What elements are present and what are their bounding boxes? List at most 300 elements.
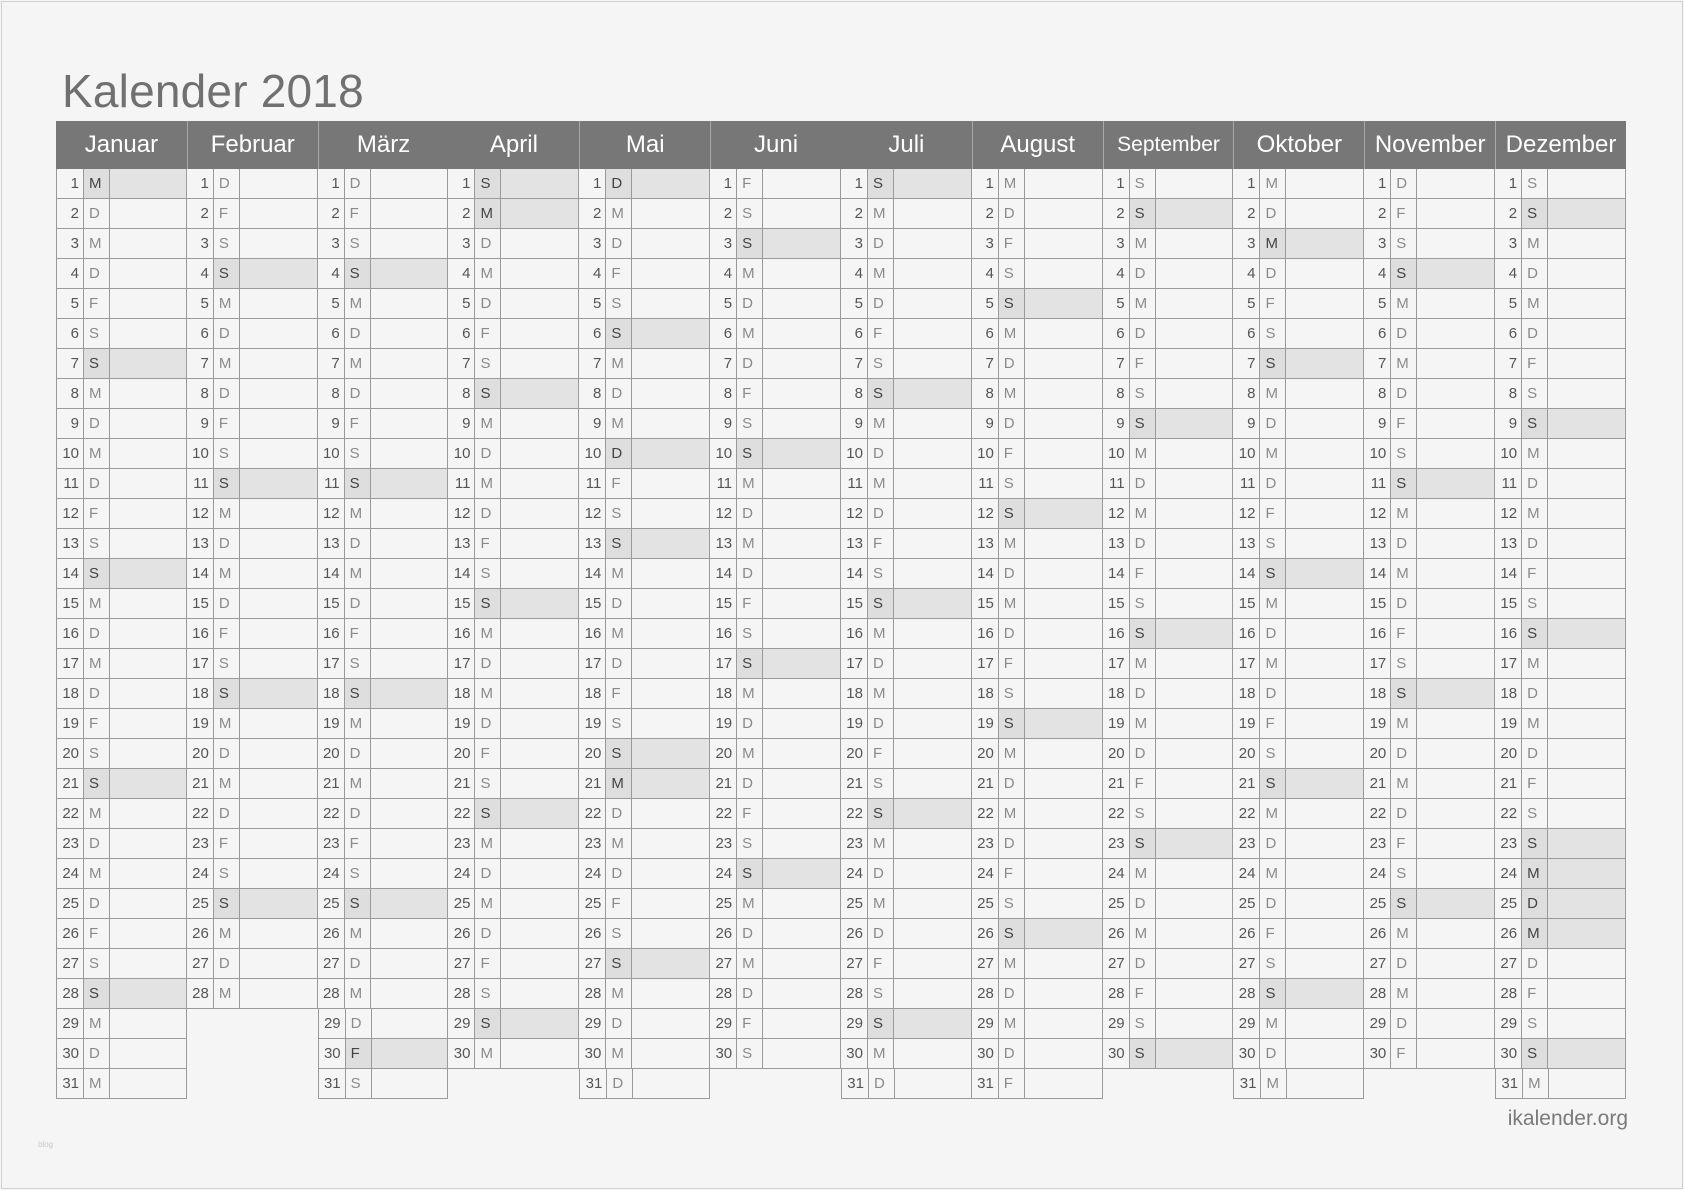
day-row: [972, 979, 1103, 1009]
note-space: [371, 979, 448, 1008]
day-row: [448, 919, 579, 949]
weekday-letter: F: [345, 199, 371, 228]
note-space: [763, 469, 840, 498]
day-number: 30: [710, 1039, 737, 1068]
day-row: [448, 409, 579, 439]
weekday-letter: M: [345, 769, 371, 798]
day-row: [710, 709, 841, 739]
day-row: [1233, 769, 1364, 799]
note-space: [763, 319, 840, 348]
day-row: [56, 409, 187, 439]
note-space: [632, 769, 709, 798]
day-row: [1364, 409, 1495, 439]
day-number: 14: [972, 559, 999, 588]
note-space: [1286, 259, 1363, 288]
note-space: [763, 769, 840, 798]
day-row: [1495, 979, 1626, 1009]
note-space: [763, 649, 840, 678]
day-row: [1495, 319, 1626, 349]
day-number: 12: [841, 499, 868, 528]
day-row: [318, 829, 449, 859]
day-row: [1103, 259, 1234, 289]
weekday-letter: M: [737, 469, 763, 498]
day-number: 20: [1233, 739, 1260, 768]
weekday-letter: F: [1522, 979, 1548, 1008]
note-space: [110, 949, 186, 978]
weekday-letter: D: [214, 949, 240, 978]
weekday-letter: M: [1260, 649, 1286, 678]
day-row: [56, 289, 187, 319]
day-row: [187, 559, 318, 589]
month-header-7: August: [972, 121, 1103, 169]
note-space: [1156, 679, 1233, 708]
day-number: 5: [1495, 289, 1522, 318]
day-row: [710, 559, 841, 589]
day-row: [318, 169, 449, 199]
day-number: 5: [710, 289, 737, 318]
weekday-letter: S: [1522, 799, 1548, 828]
weekday-letter: S: [1260, 949, 1286, 978]
weekday-letter: M: [1522, 439, 1548, 468]
day-row: [972, 889, 1103, 919]
day-row: [972, 739, 1103, 769]
note-space: [501, 919, 578, 948]
day-number: 4: [57, 259, 84, 288]
day-row: [1233, 739, 1364, 769]
month-header-3: April: [489, 131, 538, 158]
day-row: [1233, 319, 1364, 349]
weekday-letter: D: [999, 769, 1025, 798]
weekday-letter: M: [214, 349, 240, 378]
note-space: [1025, 769, 1102, 798]
day-number: 1: [1233, 169, 1260, 198]
weekday-letter: M: [214, 289, 240, 318]
day-number: 5: [57, 289, 84, 318]
note-space: [632, 469, 709, 498]
day-number: 1: [841, 169, 868, 198]
weekday-letter: S: [1522, 1009, 1548, 1038]
note-space: [1156, 769, 1233, 798]
weekday-letter: D: [868, 229, 894, 258]
weekday-letter: M: [345, 709, 371, 738]
day-number: 5: [187, 289, 214, 318]
day-row: [710, 649, 841, 679]
day-row: [710, 739, 841, 769]
weekday-letter: M: [214, 979, 240, 1008]
day-row: [1103, 829, 1234, 859]
day-row: [56, 769, 187, 799]
note-space: [240, 379, 317, 408]
weekday-letter: D: [1391, 379, 1417, 408]
day-number: 8: [448, 379, 475, 408]
note-space: [110, 379, 186, 408]
day-row: [318, 289, 449, 319]
day-row: [1495, 1039, 1626, 1069]
day-row: [579, 349, 710, 379]
day-number: 17: [1364, 649, 1391, 678]
note-space: [240, 649, 317, 678]
note-space: [1286, 889, 1363, 918]
day-number: 11: [1103, 469, 1130, 498]
day-number: 29: [710, 1009, 737, 1038]
day-number: 18: [1233, 679, 1260, 708]
note-space: [894, 469, 971, 498]
weekday-letter: F: [999, 229, 1025, 258]
day-row: [1495, 439, 1626, 469]
day-number: 13: [579, 529, 606, 558]
note-space: [632, 559, 709, 588]
weekday-letter: F: [737, 379, 763, 408]
day-row: [318, 319, 449, 349]
day-row: [187, 859, 318, 889]
weekday-letter: M: [1260, 1009, 1286, 1038]
day-number: 13: [1103, 529, 1130, 558]
weekday-letter: M: [1260, 589, 1286, 618]
day-row: [1495, 649, 1626, 679]
weekday-letter: F: [475, 319, 501, 348]
day-number: 28: [1495, 979, 1522, 1008]
day-number: 10: [710, 439, 737, 468]
weekday-letter: S: [1522, 829, 1548, 858]
note-space: [632, 379, 709, 408]
month-column: [1233, 169, 1364, 1099]
weekday-letter: S: [999, 499, 1025, 528]
note-space: [894, 679, 971, 708]
note-space: [1025, 889, 1102, 918]
day-row: [579, 529, 710, 559]
weekday-letter: D: [345, 169, 371, 198]
weekday-letter: D: [868, 439, 894, 468]
day-row: [841, 769, 972, 799]
weekday-letter: M: [1130, 229, 1156, 258]
weekday-letter: S: [345, 649, 371, 678]
day-row: [1364, 889, 1495, 919]
day-row: [1364, 349, 1495, 379]
weekday-letter: M: [1391, 769, 1417, 798]
note-space: [763, 1009, 840, 1038]
weekday-letter: M: [84, 169, 110, 198]
weekday-letter: D: [606, 799, 632, 828]
weekday-letter: S: [606, 319, 632, 348]
note-space: [110, 979, 186, 1008]
note-space: [1156, 919, 1233, 948]
day-number: 22: [57, 799, 84, 828]
day-row: [579, 859, 710, 889]
day-row: [579, 559, 710, 589]
note-space: [1548, 1009, 1625, 1038]
note-space: [501, 709, 578, 738]
day-number: 16: [1364, 619, 1391, 648]
weekday-letter: M: [84, 859, 110, 888]
day-row: [318, 919, 449, 949]
day-number: 13: [187, 529, 214, 558]
weekday-letter: M: [606, 619, 632, 648]
weekday-letter: M: [868, 409, 894, 438]
note-space: [501, 1039, 578, 1068]
day-number: 11: [1364, 469, 1391, 498]
day-number: 18: [1495, 679, 1522, 708]
weekday-letter: S: [1130, 619, 1156, 648]
weekday-letter: D: [1260, 469, 1286, 498]
note-space: [110, 679, 186, 708]
day-number: 19: [710, 709, 737, 738]
weekday-letter: M: [1391, 919, 1417, 948]
day-number: 20: [579, 739, 606, 768]
day-number: 21: [1364, 769, 1391, 798]
weekday-letter: D: [737, 979, 763, 1008]
day-row: [1495, 469, 1626, 499]
day-number: 2: [318, 199, 345, 228]
day-number: 29: [319, 1009, 346, 1038]
day-row: [972, 529, 1103, 559]
day-row: [972, 559, 1103, 589]
weekday-letter: M: [606, 769, 632, 798]
day-number: 25: [1103, 889, 1130, 918]
note-space: [1156, 319, 1233, 348]
day-row: [841, 559, 972, 589]
day-row: [710, 769, 841, 799]
note-space: [1417, 319, 1494, 348]
note-space: [1156, 979, 1233, 1008]
note-space: [110, 709, 186, 738]
day-row: [710, 799, 841, 829]
day-number: 5: [448, 289, 475, 318]
day-number: 24: [318, 859, 345, 888]
note-space: [763, 679, 840, 708]
day-number: 19: [57, 709, 84, 738]
weekday-letter: D: [1391, 949, 1417, 978]
day-number: 23: [448, 829, 475, 858]
note-space: [1025, 469, 1102, 498]
day-number: 22: [1364, 799, 1391, 828]
note-space: [1025, 169, 1102, 198]
day-number: 8: [1364, 379, 1391, 408]
note-space: [1417, 559, 1494, 588]
day-row: [1233, 559, 1364, 589]
weekday-letter: D: [1130, 469, 1156, 498]
day-number: 8: [841, 379, 868, 408]
day-number: 29: [1103, 1009, 1130, 1038]
note-space: [894, 799, 971, 828]
day-number: 27: [1233, 949, 1260, 978]
day-row: [448, 709, 579, 739]
weekday-letter: F: [1260, 289, 1286, 318]
note-space: [501, 589, 578, 618]
note-space: [1548, 829, 1625, 858]
day-number: 6: [1495, 319, 1522, 348]
day-row: [1233, 589, 1364, 619]
day-row: [710, 259, 841, 289]
note-space: [1417, 649, 1494, 678]
weekday-letter: D: [737, 499, 763, 528]
day-number: 7: [1495, 349, 1522, 378]
note-space: [1417, 739, 1494, 768]
day-number: 10: [57, 439, 84, 468]
note-space: [501, 229, 578, 258]
day-number: 21: [1495, 769, 1522, 798]
note-space: [1286, 469, 1363, 498]
day-row: [1495, 259, 1626, 289]
note-space: [1417, 889, 1494, 918]
day-number: 30: [1233, 1039, 1260, 1068]
day-row: [579, 619, 710, 649]
weekday-letter: D: [1522, 739, 1548, 768]
day-row: [318, 889, 449, 919]
day-number: 1: [579, 169, 606, 198]
day-row: [187, 499, 318, 529]
weekday-letter: M: [999, 169, 1025, 198]
note-space: [1287, 1069, 1363, 1098]
day-row: [448, 949, 579, 979]
day-number: 18: [841, 679, 868, 708]
day-row: [1103, 559, 1234, 589]
note-space: [1417, 499, 1494, 528]
note-space: [240, 469, 317, 498]
day-number: 10: [1364, 439, 1391, 468]
weekday-letter: M: [1260, 799, 1286, 828]
note-space: [894, 199, 971, 228]
weekday-letter: M: [1522, 499, 1548, 528]
weekday-letter: M: [475, 199, 501, 228]
day-row: [187, 259, 318, 289]
weekday-letter: S: [475, 799, 501, 828]
day-row: [972, 1069, 1103, 1099]
note-space: [632, 529, 709, 558]
day-row: [187, 919, 318, 949]
day-number: 8: [318, 379, 345, 408]
note-space: [110, 289, 186, 318]
day-row: [318, 529, 449, 559]
day-number: 3: [1103, 229, 1130, 258]
day-row: [579, 709, 710, 739]
day-row: [187, 229, 318, 259]
day-number: 6: [1233, 319, 1260, 348]
note-space: [501, 889, 578, 918]
day-number: 14: [1233, 559, 1260, 588]
weekday-letter: M: [345, 499, 371, 528]
day-number: 15: [1495, 589, 1522, 618]
weekday-letter: M: [737, 889, 763, 918]
day-row: [187, 289, 318, 319]
day-number: 28: [579, 979, 606, 1008]
note-space: [1548, 769, 1625, 798]
weekday-letter: F: [1522, 559, 1548, 588]
day-number: 13: [972, 529, 999, 558]
day-number: 29: [57, 1009, 84, 1038]
weekday-letter: D: [606, 589, 632, 618]
weekday-letter: F: [346, 1039, 372, 1068]
day-number: 28: [187, 979, 214, 1008]
day-number: 11: [187, 469, 214, 498]
weekday-letter: D: [1260, 259, 1286, 288]
day-row: [56, 709, 187, 739]
day-row: [56, 859, 187, 889]
day-number: 26: [1233, 919, 1260, 948]
month-column: [318, 169, 449, 1099]
day-row: [841, 889, 972, 919]
day-row: [318, 709, 449, 739]
day-number: 21: [318, 769, 345, 798]
weekday-letter: S: [1260, 349, 1286, 378]
day-row: [1233, 1039, 1364, 1069]
weekday-letter: M: [475, 409, 501, 438]
weekday-letter: F: [214, 409, 240, 438]
day-row: [710, 169, 841, 199]
day-row: [1233, 829, 1364, 859]
weekday-letter: D: [475, 649, 501, 678]
day-row: [448, 289, 579, 319]
day-row: [318, 949, 449, 979]
day-row: [841, 1069, 972, 1099]
note-space: [1286, 679, 1363, 708]
note-space: [1156, 529, 1233, 558]
note-space: [1286, 949, 1363, 978]
note-space: [501, 439, 578, 468]
day-number: 1: [1364, 169, 1391, 198]
day-number: 2: [1364, 199, 1391, 228]
day-row: [187, 409, 318, 439]
weekday-letter: S: [84, 979, 110, 1008]
day-row: [56, 889, 187, 919]
note-space: [240, 499, 317, 528]
weekday-letter: F: [737, 1009, 763, 1038]
note-space: [1286, 1039, 1363, 1068]
day-row: [972, 379, 1103, 409]
day-number: 19: [187, 709, 214, 738]
day-row: [448, 1009, 579, 1039]
day-row: [448, 259, 579, 289]
day-number: 17: [57, 649, 84, 678]
weekday-letter: M: [868, 679, 894, 708]
month-column: [972, 169, 1103, 1099]
footer-brand[interactable]: ikalender.org: [1507, 1107, 1628, 1130]
weekday-letter: D: [1260, 619, 1286, 648]
weekday-letter: F: [84, 499, 110, 528]
note-space: [1548, 319, 1625, 348]
weekday-letter: D: [868, 859, 894, 888]
day-row: [579, 229, 710, 259]
day-row: [710, 439, 841, 469]
day-number: 31: [580, 1069, 607, 1098]
day-number: 9: [579, 409, 606, 438]
note-space: [371, 679, 448, 708]
day-number: 18: [187, 679, 214, 708]
weekday-letter: D: [475, 919, 501, 948]
day-row: [841, 319, 972, 349]
day-number: 26: [972, 919, 999, 948]
weekday-letter: F: [1130, 559, 1156, 588]
weekday-letter: F: [1391, 199, 1417, 228]
day-number: 5: [1364, 289, 1391, 318]
day-row: [1364, 199, 1495, 229]
day-row: [448, 589, 579, 619]
day-row: [448, 769, 579, 799]
note-space: [763, 409, 840, 438]
note-space: [632, 979, 709, 1008]
note-space: [110, 859, 186, 888]
day-number: 1: [1103, 169, 1130, 198]
day-number: 4: [318, 259, 345, 288]
day-row: [1495, 349, 1626, 379]
day-row: [448, 859, 579, 889]
weekday-letter: S: [868, 379, 894, 408]
day-number: 19: [1364, 709, 1391, 738]
day-number: 1: [710, 169, 737, 198]
note-space: [1286, 979, 1363, 1008]
weekday-letter: M: [1130, 439, 1156, 468]
day-number: 10: [841, 439, 868, 468]
note-space: [1025, 679, 1102, 708]
